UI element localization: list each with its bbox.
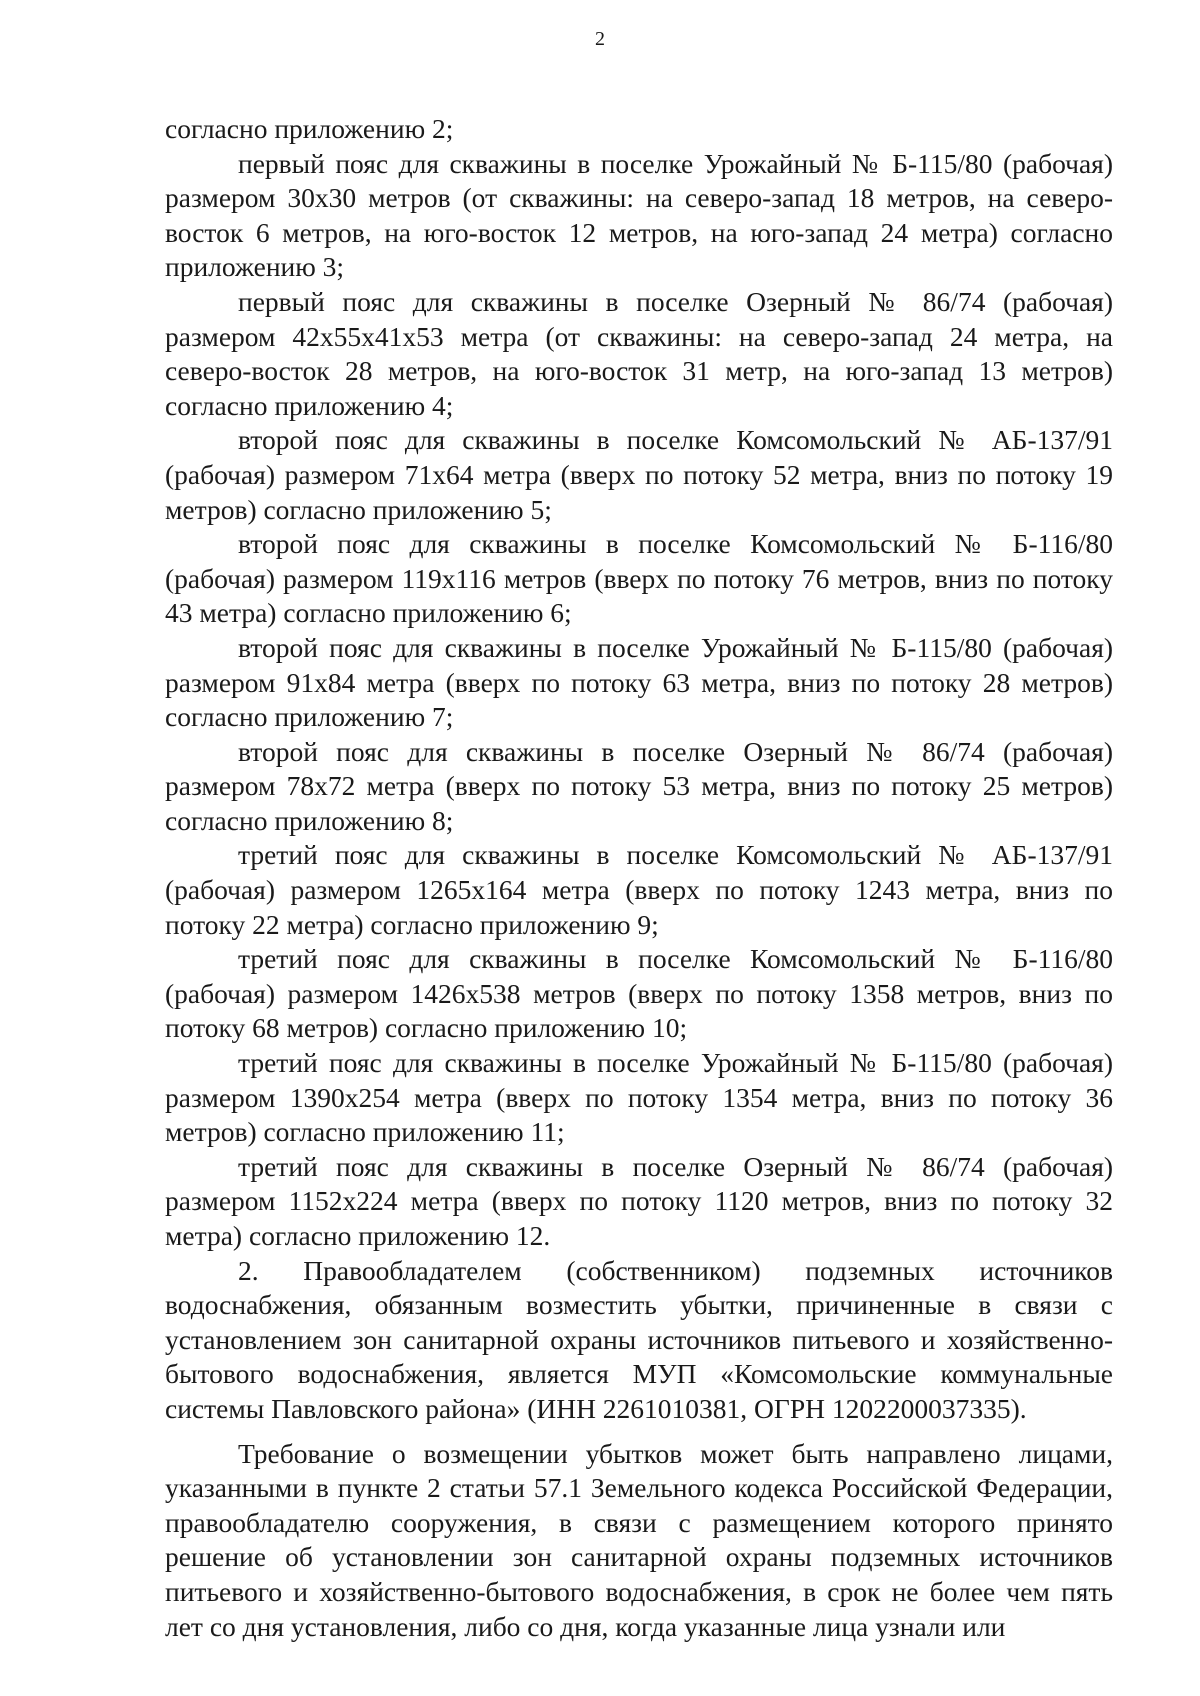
paragraph-zone-2-urozhayny: второй пояс для скважины в поселке Урожайный № Б-115/80 (рабочая) размером 91х84 метра (вверх по потоку 63 метра, вниз по потоку 28 метров) согласно приложению 7;: [165, 631, 1113, 733]
paragraph-zone-3-komsomolsky-ab137: третий пояс для скважины в поселке Комсомольский № АБ-137/91 (рабочая) размером 1265х164 метра (вверх по потоку 1243 метра, вниз по потоку 22 метра) согласно приложению 9;: [165, 839, 1113, 940]
paragraph-zone-3-urozhayny: третий пояс для скважины в поселке Урожайный № Б-115/80 (рабочая) размером 1390х254 метра (вверх по потоку 1354 метра, вниз по потоку 36 метров) согласно приложению 11;: [165, 1047, 1113, 1148]
paragraph-zone-2-ozerny: второй пояс для скважины в поселке Озерный № 86/74 (рабочая) размером 78х72 метра (вверх по потоку 53 метра, вниз по потоку 25 метров) согласно приложению 8;: [165, 735, 1113, 836]
paragraph-zone-2-komsomolsky-ab137: второй пояс для скважины в поселке Комсомольский № АБ-137/91 (рабочая) размером 71х64 метра (вверх по потоку 52 метра, вниз по потоку 19 метров) согласно приложению 5;: [165, 424, 1113, 525]
paragraph-item-2-owner: 2. Правообладателем (собственником) подземных источников водоснабжения, обязанным возместить убытки, причиненные в связи с установлением зон санитарной охраны источников питьевого и хозяйственно-бытового водоснабжения, является МУП «Комсомольские коммунальные системы Павловского района» (ИНН 2261010381, ОГРН 1202200037335).: [165, 1254, 1113, 1424]
document-body: [165, 112, 1113, 1644]
paragraph-zone-3-komsomolsky-b116: третий пояс для скважины в поселке Комсомольский № Б-116/80 (рабочая) размером 1426х538 метров (вверх по потоку 1358 метров, вниз по потоку 68 метров) согласно приложению 10;: [165, 943, 1113, 1044]
page-number: 2: [595, 28, 605, 50]
paragraph-continuation: согласно приложению 2;: [165, 113, 454, 144]
paragraph-zone-2-komsomolsky-b116: второй пояс для скважины в поселке Комсомольский № Б-116/80 (рабочая) размером 119х116 метров (вверх по потоку 76 метров, вниз по потоку 43 метра) согласно приложению 6;: [165, 528, 1113, 629]
paragraph-zone-1-ozerny: первый пояс для скважины в поселке Озерный № 86/74 (рабочая) размером 42х55х41х53 метра (от скважины: на северо-запад 24 метра, на северо-восток 28 метров, на юго-восток 31 метр, на юго-запад 13 метров) согласно приложению 4;: [165, 285, 1113, 421]
paragraph-zone-1-urozhayny: первый пояс для скважины в поселке Урожайный № Б-115/80 (рабочая) размером 30х30 метров (от скважины: на северо-запад 18 метров, на северо-восток 6 метров, на юго-восток 12 метров, на юго-запад 24 метра) согласно приложению 3;: [165, 147, 1113, 283]
paragraph-compensation-claim: Требование о возмещении убытков может быть направлено лицами, указанными в пункте 2 статьи 57.1 Земельного кодекса Российской Федерации, правообладателю сооружения, в связи с размещением которого принято решение об установлении зон санитарной охраны подземных источников питьевого и хозяйственно-бытового водоснабжения, в срок не более чем пять лет со дня установления, либо со дня, когда указанные лица узнали или: [165, 1437, 1113, 1642]
paragraph-zone-3-ozerny: третий пояс для скважины в поселке Озерный № 86/74 (рабочая) размером 1152х224 метра (вверх по потоку 1120 метров, вниз по потоку 32 метра) согласно приложению 12.: [165, 1150, 1113, 1251]
